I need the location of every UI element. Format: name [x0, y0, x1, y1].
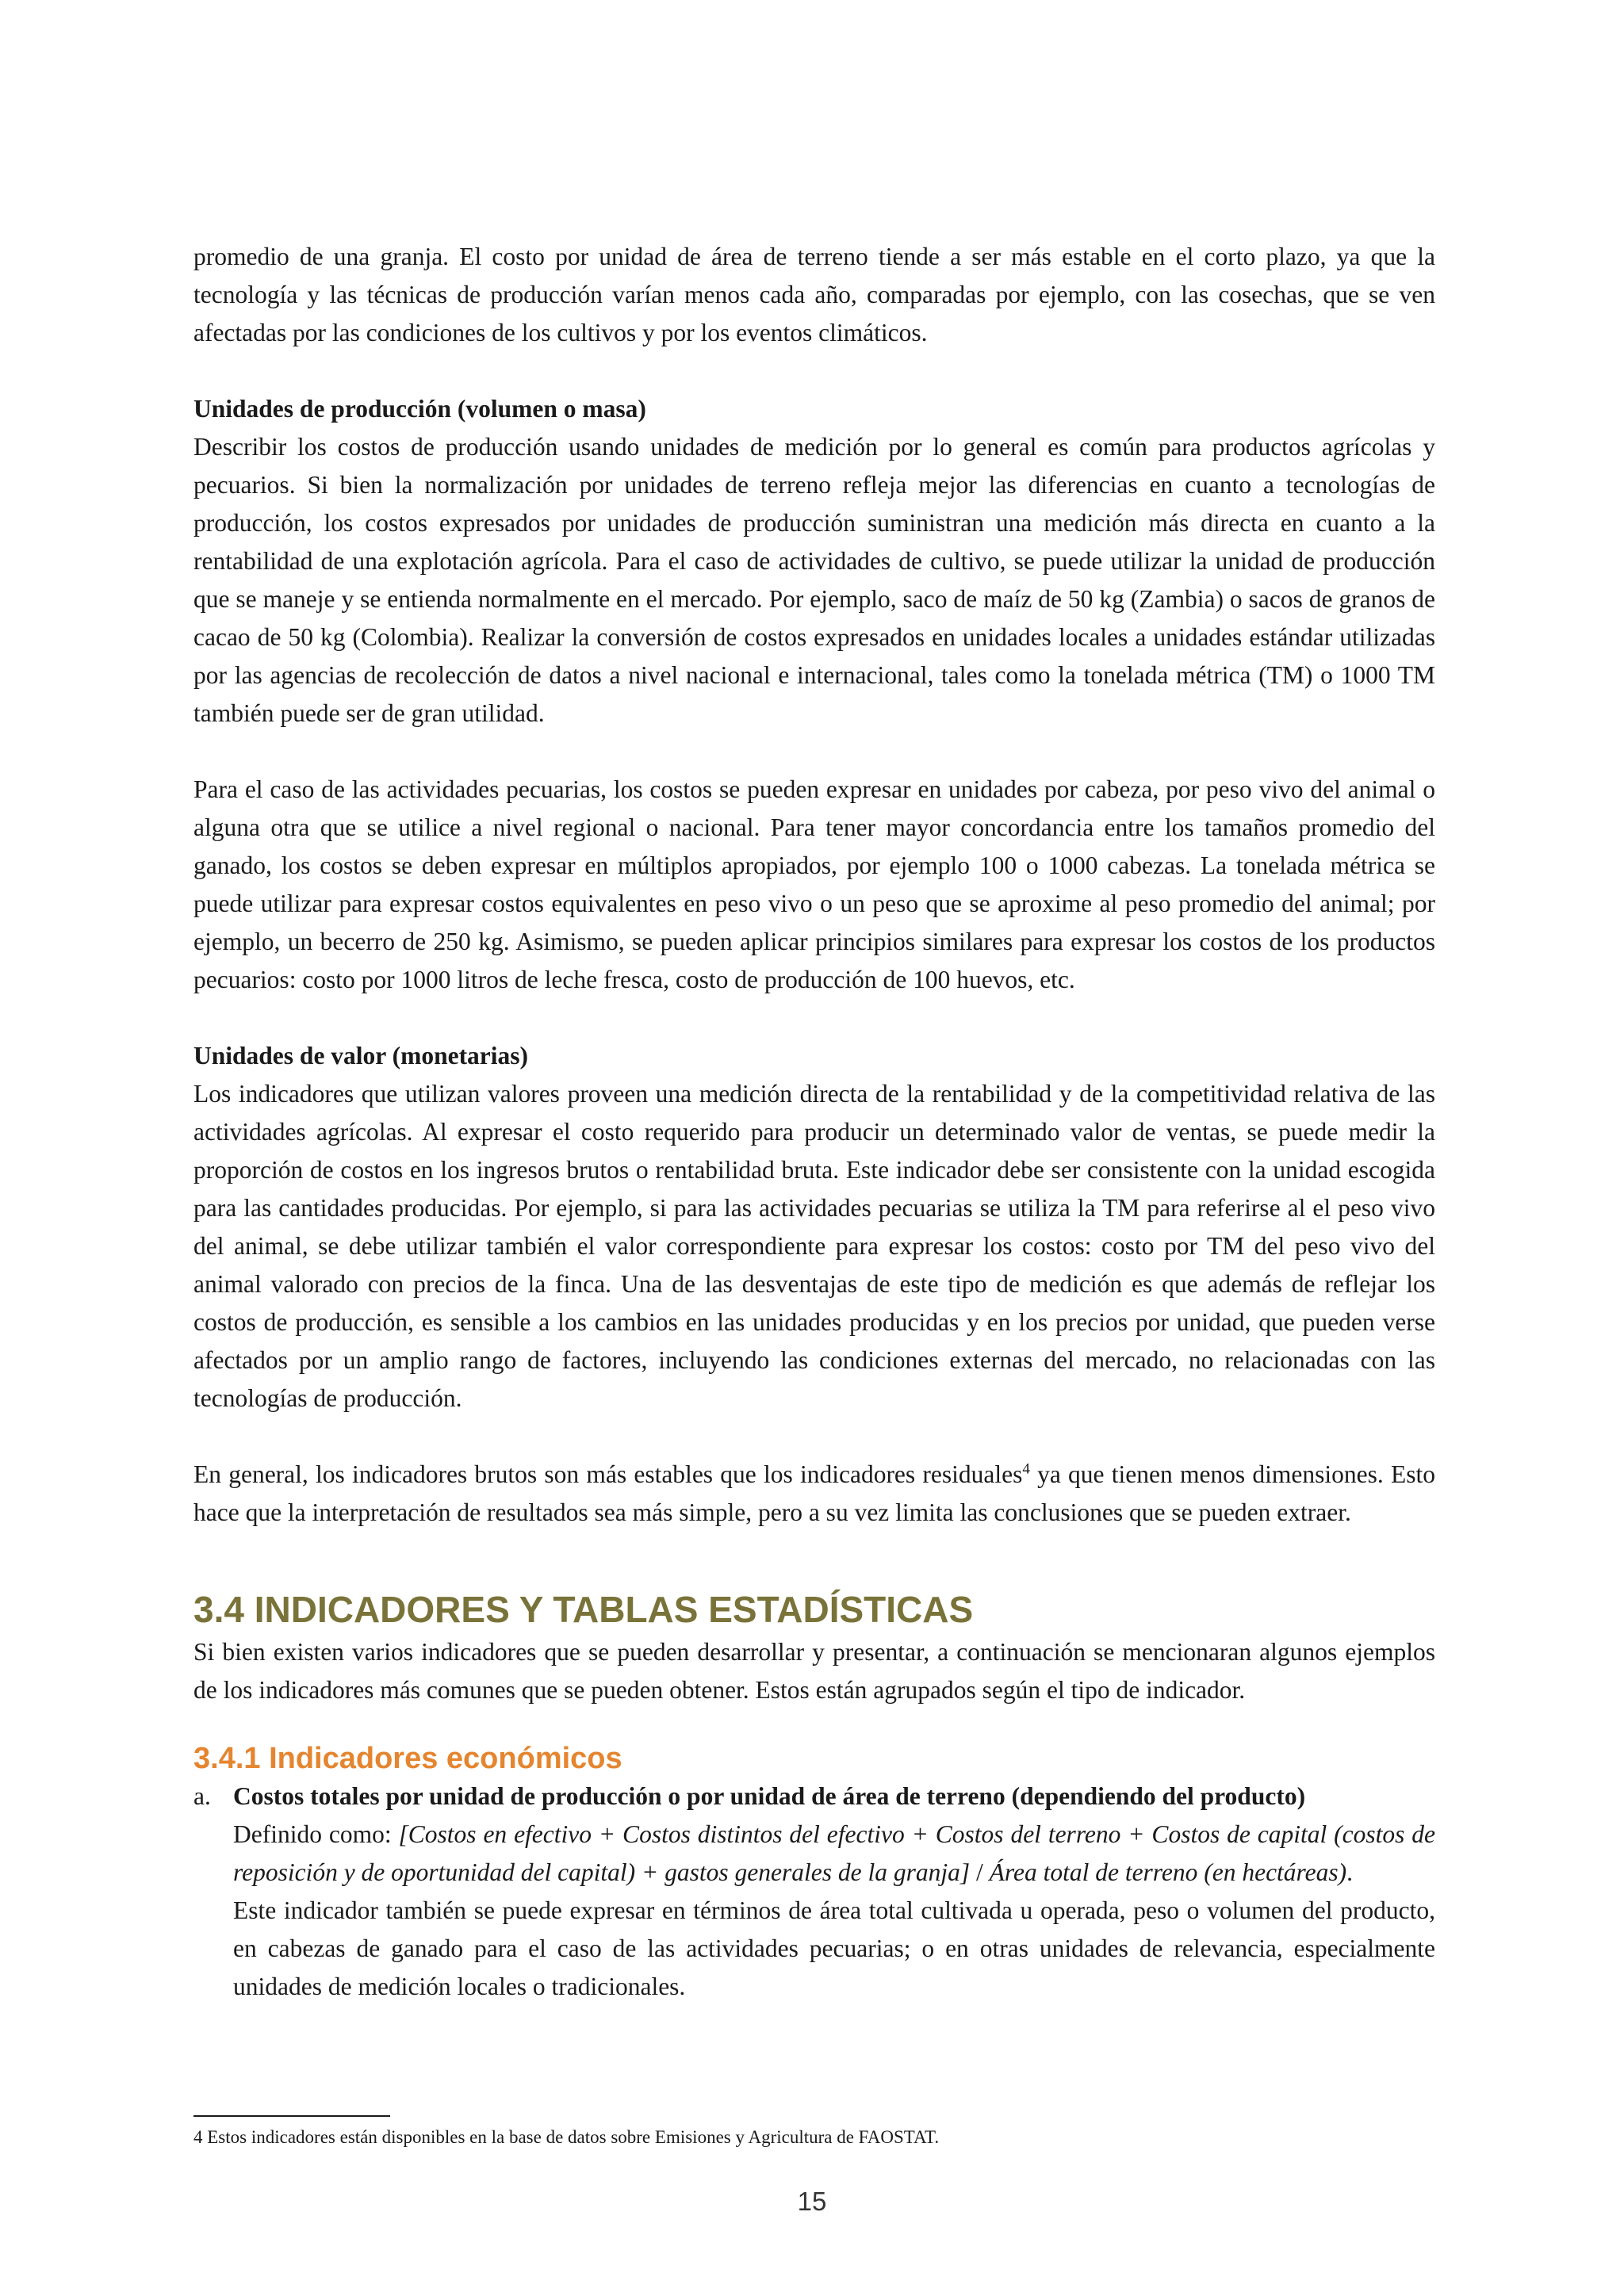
- subsection-heading-3-4-1: 3.4.1 Indicadores económicos: [193, 1742, 622, 1775]
- section-heading-3-4: 3.4 INDICADORES Y TABLAS ESTADÍSTICAS: [193, 1589, 974, 1630]
- list-item-definition: [233, 1816, 1435, 1892]
- page-body: [193, 238, 1435, 2006]
- list-item-title: Costos totales por unidad de producción o por unidad de área de terreno (dependiendo del producto): [233, 1782, 1306, 1810]
- spacer: [193, 733, 1435, 771]
- footnote-divider: [193, 2115, 390, 2117]
- list-marker: a.: [193, 1782, 211, 1810]
- page-number: 15: [797, 2187, 827, 2216]
- section-3-4-paragraph: Si bien existen varios indicadores que se pueden desarrollar y presentar, a continuación se mencionaran algunos ejemplos de los indicadores más comunes que se pueden obtener. Estos están agrupados según el tipo de indicador.: [193, 1638, 1435, 1704]
- list-item-a: [193, 1777, 1435, 2006]
- intro-paragraph: promedio de una granja. El costo por unidad de área de terreno tiende a ser más estable en el corto plazo, ya que la tecnología y las técnicas de producción varían menos cada año, comparadas por ejemplo, con las cosechas, que se ven afectadas por las condiciones de los cultivos y por los eventos climáticos.: [193, 243, 1435, 346]
- spacer: [193, 1418, 1435, 1456]
- value-units-paragraph-2: [193, 1456, 1435, 1532]
- definition-end: .: [1346, 1858, 1354, 1886]
- value-units-heading: Unidades de valor (monetarias): [193, 1042, 529, 1070]
- paragraph-text: ya que tienen menos dimensiones. Esto hace que la interpretación de resultados sea más simple, pero a su vez limita las conclusiones que se pueden extraer.: [193, 1460, 1435, 1526]
- definition-denominator: Área total de terreno (en hectáreas): [989, 1858, 1347, 1886]
- paragraph-text: En general, los indicadores brutos son más estables que los indicadores residuales: [193, 1460, 1023, 1488]
- value-units-paragraph-1: Los indicadores que utilizan valores proveen una medición directa de la rentabilidad y de la competitividad relativa de las actividades agrícolas. Al expresar el costo requerido para producir un determinado valor de ventas, se puede medir la proporción de costos en los ingresos brutos o rentabilidad bruta. Este indicador debe ser consistente con la unidad escogida para las cantidades producidas. Por ejemplo, si para las actividades pecuarias se utiliza la TM para referirse al el peso vivo del animal, se debe utilizar también el valor correspondiente para expresar los costos: costo por TM del peso vivo del animal valorado con precios de la finca. Una de las desventajas de este tipo de medición es que además de reflejar los costos de producción, es sensible a los cambios en las unidades producidas y en los precios por unidad, que pueden verse afectados por un amplio rango de factores, incluyendo las condiciones externas del mercado, no relacionadas con las tecnologías de producción.: [193, 1080, 1435, 1412]
- production-units-paragraph-2: Para el caso de las actividades pecuarias, los costos se pueden expresar en unidades por cabeza, por peso vivo del animal o alguna otra que se utilice a nivel regional o nacional. Para tener mayor concordancia entre los tamaños promedio del ganado, los costos se deben expresar en múltiplos apropiados, por ejemplo 100 o 1000 cabezas. La tonelada métrica se puede utilizar para expresar costos equivalentes en peso vivo o un peso que se aproxime al peso promedio del animal; por ejemplo, un becerro de 250 kg. Asimismo, se pueden aplicar principios similares para expresar los costos de los productos pecuarios: costo por 1000 litros de leche fresca, costo de producción de 100 huevos, etc.: [193, 775, 1435, 993]
- spacer: [193, 999, 1435, 1037]
- definition-prefix: Definido como:: [233, 1820, 399, 1848]
- footnote-reference[interactable]: 4: [1022, 1460, 1030, 1478]
- footnote: 4 Estos indicadores están disponibles en la base de datos sobre Emisiones y Agricultura de FAOSTAT.: [193, 2127, 940, 2147]
- production-units-paragraph-1: Describir los costos de producción usando unidades de medición por lo general es común para productos agrícolas y pecuarios. Si bien la normalización por unidades de terreno refleja mejor las diferencias en cuanto a tecnologías de producción, los costos expresados por unidades de producción suministran una medición más directa en cuanto a la rentabilidad de una explotación agrícola. Para el caso de actividades de cultivo, se puede utilizar la unidad de producción que se maneje y se entienda normalmente en el mercado. Por ejemplo, saco de maíz de 50 kg (Zambia) o sacos de granos de cacao de 50 kg (Colombia). Realizar la conversión de costos expresados en unidades locales a unidades estándar utilizadas por las agencias de recolección de datos a nivel nacional e internacional, tales como la tonelada métrica (TM) o 1000 TM también puede ser de gran utilidad.: [193, 433, 1435, 727]
- definition-formula: [Costos en efectivo + Costos distintos del efectivo + Costos del terreno + Costos de capital (costos de reposición y de oportunidad del capital) + gastos generales de la granja]: [233, 1820, 1435, 1886]
- definition-separator: /: [970, 1858, 990, 1886]
- list-item-text: Este indicador también se puede expresar en términos de área total cultivada u operada, peso o volumen del producto, en cabezas de ganado para el caso de las actividades pecuarias; o en otras unidades de relevancia, especialmente unidades de medición locales o tradicionales.: [233, 1896, 1435, 2000]
- production-units-heading: Unidades de producción (volumen o masa): [193, 395, 646, 423]
- spacer: [193, 352, 1435, 390]
